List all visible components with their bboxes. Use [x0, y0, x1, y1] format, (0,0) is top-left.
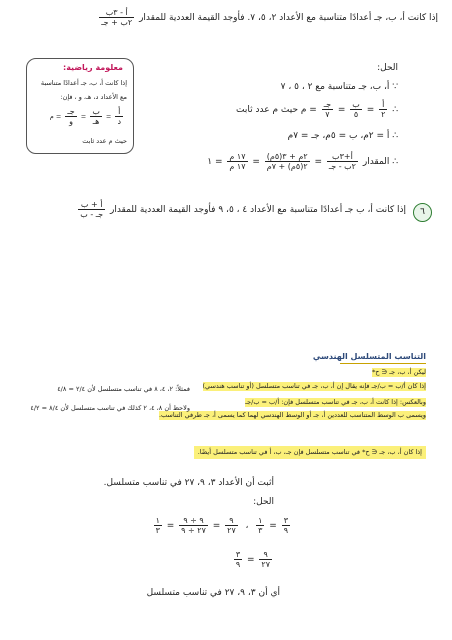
note-ratio-1: $\frac{\text{أ}}{\text{د}}$ — [117, 107, 121, 126]
note-ratio-3: $\frac{\text{جـ}}{\text{و}}$ — [67, 107, 75, 126]
solution-line-3: ∴ أ = ٢م، ب = ٥م، جـ = ٧م — [287, 131, 398, 141]
proof-frac-3-9-b: $\frac{٣}{٩}$ — [235, 550, 241, 569]
solution-line-4: ∴ المقدار $\frac{\text{أ+٣ب}}{\text{٢ب - جـ}}$ = $\frac{\text{٢م + ٣(٥م)}}{\text{٢(٥م) + ٧م}}$ = $\frac{\text{١٧ م}}{\text{١٧ م}}$ = ١ — [207, 152, 398, 171]
proof-frac-divided: $\frac{٩ \div ٩}{٢٧ \div ٩}$ — [181, 516, 206, 535]
proof-frac-3-9: $\frac{٣}{٩}$ — [283, 516, 288, 535]
proof-line-2: $\frac{٩}{٢٧}$ = $\frac{٣}{٩}$ — [235, 550, 270, 569]
note-line-2: مع الأعداد د، هـ، و ، فإن: — [60, 93, 127, 101]
substituted-fraction: $\frac{\text{٢م + ٣(٥م)}}{\text{٢(٥م) + ٧م}}$ — [266, 152, 308, 171]
rule-highlight: إذا كان أ، ب، جـ ∈ ح* في تناسب متسلسل فإن جـ، ب، أ في تناسب متسلسل أيضًا. — [194, 446, 426, 459]
proof-frac-9-27-b: $\frac{٩}{٢٧}$ — [261, 550, 270, 569]
math-note-box — [26, 58, 134, 154]
section-heading: التناسب المتسلسل الهندسي — [312, 352, 426, 361]
proof-line-1: $\frac{٣}{٩}$ = $\frac{١}{٣}$ ، $\frac{٩}{٢٧}$ = $\frac{٩ \div ٩}{٢٧ \div ٩}$ = $\frac{١}{٣}$ — [155, 516, 288, 535]
note-line-4: حيث م عدد ثابت — [82, 137, 127, 145]
simplified-fraction: $\frac{\text{١٧ م}}{\text{١٧ م}}$ — [229, 152, 246, 171]
problem-6-number-badge: ٦ — [413, 203, 432, 222]
ratio-c-7: $\frac{\text{جـ}}{٧}$ — [323, 100, 332, 119]
note-line-1: إذا كانت أ، ب، جـ أعدادًا متناسبة — [40, 79, 127, 87]
problem-5-fraction: $\frac{\text{أ - ٣ب}}{\text{٢ب + جـ}}$ — [101, 8, 133, 27]
solution-label: الحل: — [377, 63, 398, 73]
heading-underline — [340, 363, 426, 364]
example-line-2: ولاحظ أن ٨، ٤، ٢ كذلك في تناسب متسلسل لأن ٨/٤ = ٤/٢ — [30, 404, 190, 412]
definition-line-4: ويسمى ب الوسط المتناسب للعددين أ، جـ أو الوسط الهندسي لهما كما يسمى أ، جـ طرفي التناسب. — [158, 411, 426, 419]
example-line-1: فمثلاً: ٢، ٤، ٨ في تناسب متسلسل لأن ٢/٤ = ٤/٨ — [57, 385, 190, 393]
proof-conclusion: أي أن ٣، ٩، ٢٧ في تناسب متسلسل — [146, 588, 280, 598]
solution-line-1: ∵ أ، ب، جـ متناسبة مع ٢ ، ٥ ، ٧ — [280, 82, 398, 92]
problem-6-question: إذا كانت أ، ب جـ أعدادًا متناسبة مع الأعداد ٤ ، ٥، ٩ فأوجد القيمة العددية للمقدار $\frac{\text{أ + ب}}{\text{جـ - ب}}$ — [80, 200, 406, 219]
definition-line-1: ليكن أ، ب، جـ ∈ ح* — [372, 368, 426, 376]
note-title: معلومة رياضية: — [63, 63, 123, 72]
proof-label: الحل: — [253, 497, 274, 507]
proof-frac-1-3-b: $\frac{١}{٣}$ — [155, 516, 160, 535]
proof-statement: أثبت أن الأعداد ٣، ٩، ٢٧ في تناسب متسلسل. — [103, 478, 274, 488]
definition-line-3: وبالعكس: إذا كانت أ، ب، جـ في تناسب متسلسل فإن: أ/ب = ب/جـ — [245, 398, 426, 406]
note-line-3: $\frac{\text{أ}}{\text{د}}$ = $\frac{\text{ب}}{\text{هـ}}$ = $\frac{\text{جـ}}{\text{و}}$ = م — [49, 107, 121, 126]
problem-5-question: إذا كانت أ، ب، جـ أعدادًا متناسبة مع الأعداد ٢، ٥، ٧. فأوجد القيمة العددية للمقدار $\frac{\text{أ - ٣ب}}{\text{٢ب + جـ}}$ — [101, 8, 438, 27]
solution-line-2: ∴ $\frac{\text{أ}}{٢}$ = $\frac{\text{ب}}{٥}$ = $\frac{\text{جـ}}{٧}$ = م حيث م عدد ثابت — [236, 100, 398, 119]
expression-fraction: $\frac{\text{أ+٣ب}}{\text{٢ب - جـ}}$ — [328, 152, 356, 171]
ratio-b-5: $\frac{\text{ب}}{٥}$ — [352, 100, 360, 119]
note-ratio-2: $\frac{\text{ب}}{\text{هـ}}$ — [92, 107, 100, 126]
ratio-a-2: $\frac{\text{أ}}{٢}$ — [381, 100, 386, 119]
problem-6-fraction: $\frac{\text{أ + ب}}{\text{جـ - ب}}$ — [80, 200, 104, 219]
proof-frac-9-27: $\frac{٩}{٢٧}$ — [227, 516, 236, 535]
definition-line-2: إذا كان أ/ب = ب/جـ فإنه يقال إن أ، ب، جـ في تناسب متسلسل (أو تناسب هندسي) — [202, 382, 426, 390]
proof-frac-1-3-a: $\frac{١}{٣}$ — [258, 516, 263, 535]
